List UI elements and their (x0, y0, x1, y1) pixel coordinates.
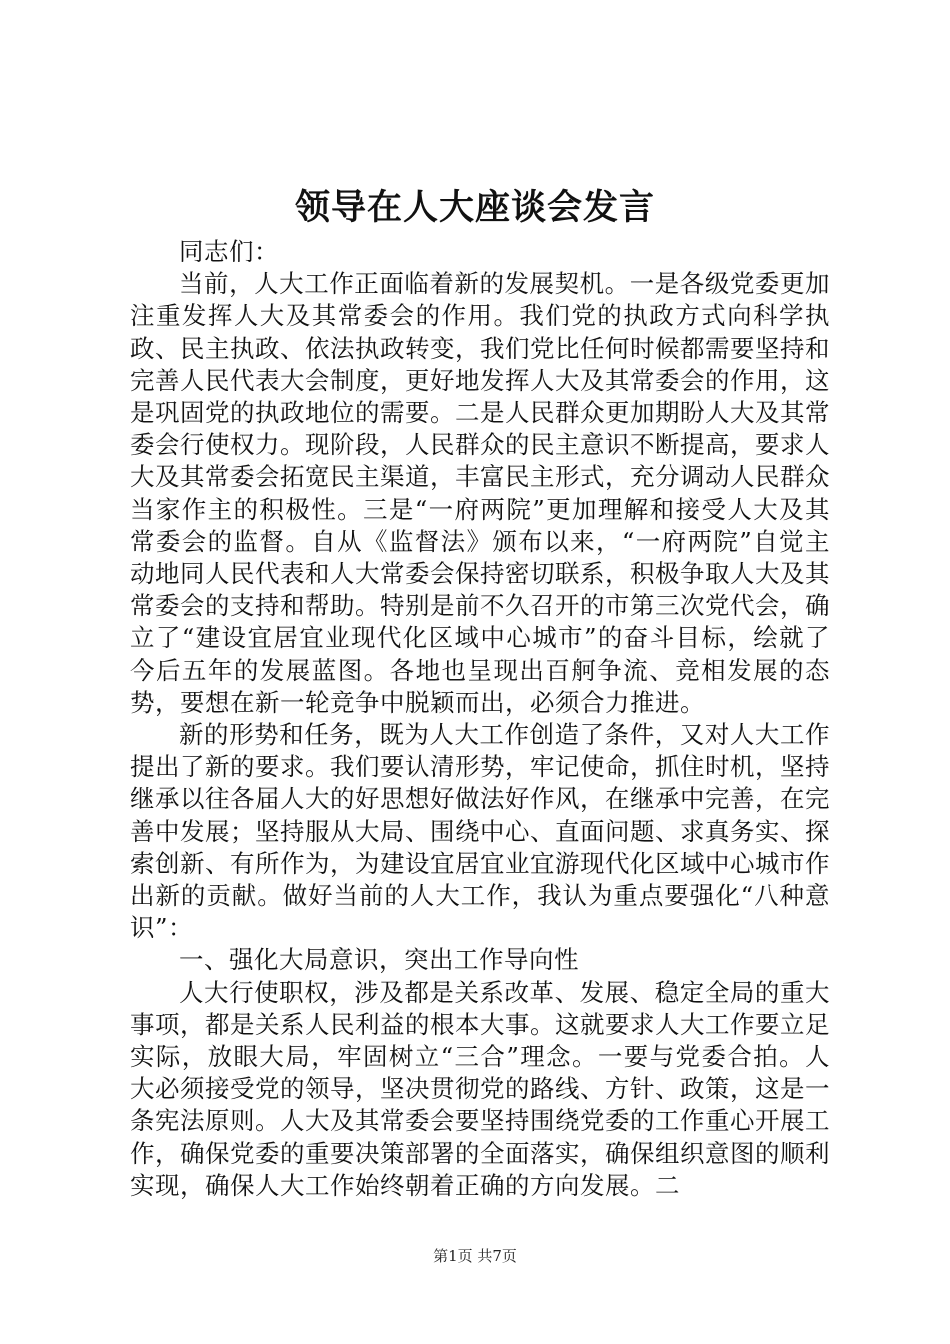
document-title: 领导在人大座谈会发言 (294, 187, 655, 228)
section-heading: 一、强化大局意识，突出工作导向性 (179, 945, 579, 975)
document-body (130, 236, 830, 1202)
page-footer: 第1页 共7页 (433, 1247, 517, 1265)
body-paragraph: 人大行使职权，涉及都是关系改革、发展、稳定全局的重大事项，都是关系人民利益的根本大事。这就要求人大工作要立足实际，放眼大局，牢固树立“三合”理念。一要与党委合拍。人大必须接受党的领导，坚决贯彻党的路线、方针、政策，这是一条宪法原则。人大及其常委会要坚持围绕党委的工作重心开展工作，确保党委的重要决策部署的全面落实，确保组织意图的顺利实现，确保人大工作始终朝着正确的方向发展。二 (130, 977, 830, 1200)
body-paragraph: 当前，人大工作正面临着新的发展契机。一是各级党委更加注重发挥人大及其常委会的作用。我们党的执政方式向科学执政、民主执政、依法执政转变，我们党比任何时候都需要坚持和完善人民代表大会制度，更好地发挥人大及其常委会的作用，这是巩固党的执政地位的需要。二是人民群众更加期盼人大及其常委会行使权力。现阶段，人民群众的民主意识不断提高，要求人大及其常委会拓宽民主渠道，丰富民主形式，充分调动人民群众当家作主的积极性。三是“一府两院”更加理解和接受人大及其常委会的监督。自从《监督法》颁布以来，“一府两院”自觉主动地同人民代表和人大常委会保持密切联系，积极争取人大及其常委会的支持和帮助。特别是前不久召开的市第三次党代会，确立了“建设宜居宜业现代化区域中心城市”的奋斗目标，绘就了今后五年的发展蓝图。各地也呈现出百舸争流、竞相发展的态势，要想在新一轮竞争中脱颖而出，必须合力推进。 (130, 269, 830, 717)
body-paragraph: 新的形势和任务，既为人大工作创造了条件，又对人大工作提出了新的要求。我们要认清形势，牢记使命，抓住时机，坚持继承以往各届人大的好思想好做法好作风，在继承中完善，在完善中发展；坚持服从大局、围绕中心、直面问题、求真务实、探索创新、有所作为，为建设宜居宜业宜游现代化区域中心城市作出新的贡献。做好当前的人大工作，我认为重点要强化“八种意识”： (130, 720, 830, 943)
salutation-paragraph: 同志们： (179, 237, 279, 266)
